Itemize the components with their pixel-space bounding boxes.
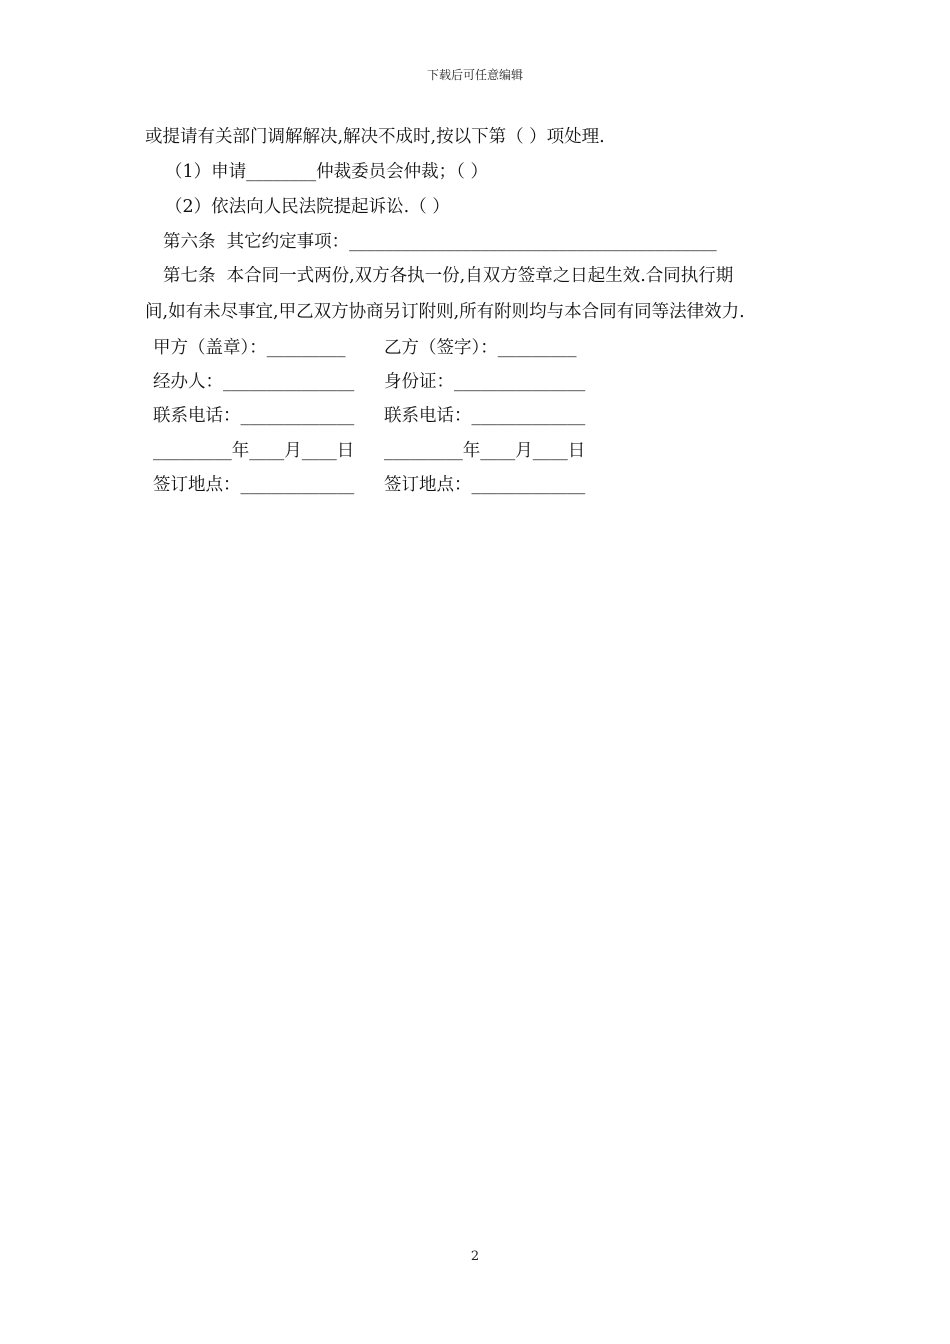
article-6-other-matters: 第六条 其它约定事项：__________________________________________ — [163, 232, 717, 252]
page-number: 2 — [470, 1249, 480, 1264]
party-b-signature: 乙方（签字）：_________ — [384, 338, 577, 358]
party-b-date: _________年____月____日 — [384, 441, 586, 461]
handler-field: 经办人：_______________ — [153, 372, 355, 392]
party-a-seal: 甲方（盖章）：_________ — [153, 338, 346, 358]
article-7-line-1: 第七条 本合同一式两份,双方各执一份,自双方签章之日起生效.合同执行期 — [163, 266, 734, 286]
party-b-signing-place: 签订地点：_____________ — [384, 475, 586, 495]
body-line-dispute-resolution: 或提请有关部门调解解决,解决不成时,按以下第（ ）项处理. — [145, 127, 605, 147]
party-a-phone: 联系电话：_____________ — [153, 406, 355, 426]
party-a-signing-place: 签订地点：_____________ — [153, 475, 355, 495]
page-header: 下载后可任意编辑 — [426, 68, 523, 82]
party-b-phone: 联系电话：_____________ — [384, 406, 586, 426]
party-a-date: _________年____月____日 — [153, 441, 355, 461]
body-line-litigation-option: （2）依法向人民法院提起诉讼.（ ） — [165, 197, 450, 217]
body-line-arbitration-option: （1）申请________仲裁委员会仲裁；（ ） — [165, 162, 488, 182]
id-card-field: 身份证：_______________ — [384, 372, 586, 392]
article-7-line-2: 间,如有未尽事宜,甲乙双方协商另订附则,所有附则均与本合同有同等法律效力. — [145, 302, 745, 322]
